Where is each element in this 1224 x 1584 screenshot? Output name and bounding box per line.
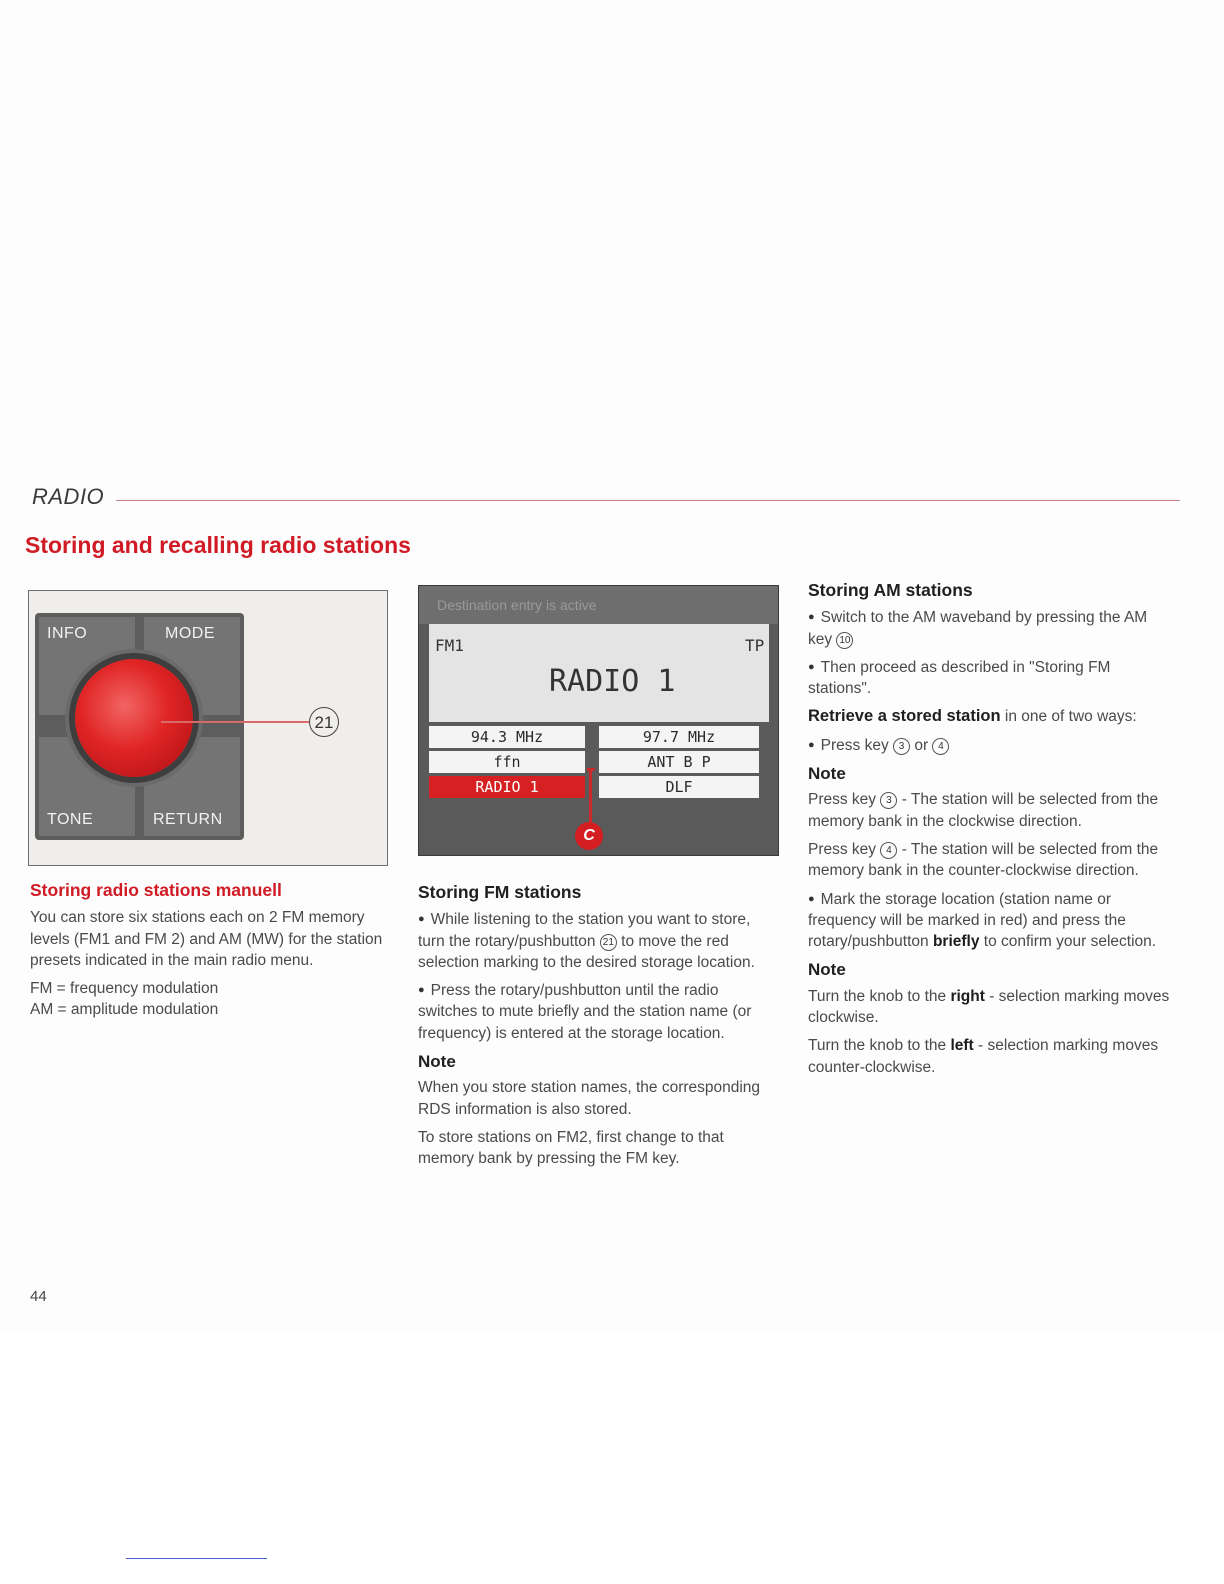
note-rds: When you store station names, the corresponding RDS information is also stored. [418,1079,761,1118]
am-step-1-text: Switch to the AM waveband by pressing the AM key [808,609,1148,648]
band-indicator: FM1 [435,636,464,655]
retrieve-step-1 [808,735,1172,756]
turn-left-bold: left [950,1037,974,1055]
note-heading: Note [418,1052,456,1072]
reference-number: 4 [880,842,897,859]
retrieve-lead: Retrieve a stored station [808,707,1001,726]
preset-left-1: 94.3 MHz [429,726,585,748]
reference-number: 3 [893,738,910,755]
selection-pointer-line [589,768,592,826]
preset-left-2: ffn [429,751,585,773]
radio-display-figure [418,585,779,856]
callout-line [161,721,309,723]
reference-number: 4 [932,738,949,755]
retrieve-step-2-bold: briefly [932,933,980,951]
bullet-icon: ● [418,984,425,997]
turn-right-bold: right [950,987,985,1005]
rotary-pushbutton-knob [75,659,193,777]
preset-right-2: ANT B P [599,751,759,773]
note-heading: Note [808,960,846,980]
fm-step-1-text-end: to move the red selection marking to the desired storage location. [418,932,755,971]
column-2 [418,882,778,1177]
retrieve-step-1-or: or [914,736,929,754]
paragraph-memory-levels: You can store six stations each on 2 FM memory levels (FM1 and FM 2) and AM (MW) for the station presets indicated in the main radio menu. [30,909,383,969]
bullet-icon: ● [808,660,815,673]
heading-storing-fm: Storing FM stations [418,882,582,902]
column-1 [30,880,388,1028]
turn-left-post: - selection marking moves counter-clockwise. [808,1037,1159,1076]
section-label: RADIO [32,484,105,509]
reference-number: 21 [600,934,617,951]
bullet-icon: ● [808,611,815,624]
turn-right-pre: Turn the knob to the [808,987,947,1005]
retrieve-intro [808,706,1172,727]
retrieve-step-2-pre: Mark the storage location (station name or frequency will be marked in red) and press the rotary/pushbutton [808,890,1126,951]
am-definition: AM = amplitude modulation [30,1001,219,1019]
fm-definition: FM = frequency modulation [30,980,219,998]
note-key-4-post: - The station will be selected from the memory bank in the counter-clockwise direction. [808,840,1159,880]
am-step-1 [808,607,1172,650]
fm-step-2-text: Press the rotary/pushbutton until the radio switches to mute briefly and the station name (or frequency) is entered at the storage location. [418,982,752,1042]
note-key-3-pre: Press key [808,791,877,809]
tone-button-label: TONE [47,811,94,828]
note-fm2: To store stations on FM2, first change to that memory bank by pressing the FM key. [418,1128,724,1168]
fm-step-2 [418,980,778,1044]
callout-number: 21 [309,707,339,737]
turn-left-pre: Turn the knob to the [808,1037,947,1055]
control-panel [35,613,244,840]
column-3 [808,580,1172,1085]
return-button-label: RETURN [153,811,223,828]
station-name: RADIO 1 [549,664,676,699]
heading-storing-am: Storing AM stations [808,580,973,600]
heading-storing-manual: Storing radio stations manuell [30,880,282,900]
note-key-4-pre: Press key [808,840,877,858]
fm-step-1 [418,909,778,973]
retrieve-step-1-text: Press key [820,736,889,754]
note-turn-left [808,1035,1172,1078]
retrieve-step-2 [808,889,1172,953]
retrieve-step-2-post: to confirm your selection. [983,933,1157,951]
preset-right-3: DLF [599,776,759,798]
am-step-2 [808,657,1172,700]
control-panel-figure [28,590,388,866]
bottom-rule [126,1558,267,1559]
turn-right-post: - selection marking moves clockwise. [808,987,1170,1027]
note-turn-right [808,986,1172,1029]
note-heading: Note [808,764,846,784]
rotary-knob-icon: C [575,822,603,850]
note-key-3-post: - The station will be selected from the memory bank in the clockwise direction. [808,791,1159,830]
reference-number: 10 [836,632,853,649]
bullet-icon: ● [418,913,425,926]
am-step-2-text: Then proceed as described in "Storing FM stations". [808,658,1111,698]
display-screen [429,624,769,722]
fm-step-1-text: While listening to the station you want to store, turn the rotary/pushbutton [418,911,751,950]
preset-left-3-selected: RADIO 1 [429,776,585,798]
reference-number: 3 [880,792,897,809]
page-title: Storing and recalling radio stations [25,532,411,558]
note-key-3 [808,789,1172,832]
bullet-icon: ● [808,738,815,751]
page-number: 44 [30,1288,47,1305]
tp-indicator: TP [745,636,765,655]
section-rule [116,500,1180,501]
preset-right-1: 97.7 MHz [599,726,759,748]
info-button-label: INFO [47,625,88,642]
bullet-icon: ● [808,892,815,905]
mode-button-label: MODE [165,625,215,642]
display-banner: Destination entry is active [419,586,778,624]
note-key-4 [808,839,1172,882]
retrieve-rest: in one of two ways: [1004,708,1137,726]
